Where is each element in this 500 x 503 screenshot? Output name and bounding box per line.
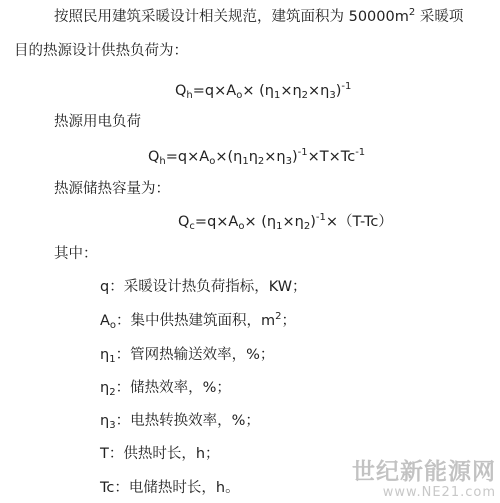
definition-eta3: $\eta_3$：电热转换效率，%； bbox=[100, 413, 260, 431]
definition-eta2: $\eta_2$：储热效率，%； bbox=[100, 380, 231, 398]
watermark-logo bbox=[352, 461, 496, 499]
definition-q: q：采暖设计热负荷指标，KW； bbox=[100, 279, 307, 295]
intro-line-2: 目的热源设计供热负荷为： bbox=[14, 43, 188, 59]
equation-heat-load: $Q_h=q\times A_o\times (\eta_1\times\eta_2\times\eta_3)^{-1}$ bbox=[175, 81, 352, 101]
intro-line-1: 按照民用建筑采暖设计相关规范，建筑面积为 $50000m^2$ 采暖项 bbox=[54, 7, 464, 25]
watermark-cn: 世纪新能源网 bbox=[352, 459, 496, 485]
equation-electric-load: $Q_h=q\times A_o\times(\eta_1\eta_2\times\eta_3)^{-1}\times T\times Tc^{-1}$ bbox=[148, 147, 366, 167]
definition-ao: $A_o$：集中供热建筑面积，$m^2$； bbox=[100, 311, 297, 331]
definition-t: T：供热时长，h； bbox=[100, 446, 220, 462]
where-heading: 其中： bbox=[54, 246, 98, 262]
heading-storage-capacity: 热源储热容量为： bbox=[54, 181, 170, 197]
definition-tc: Tc：电储热时长，h。 bbox=[100, 480, 240, 496]
heading-electric-load: 热源用电负荷 bbox=[54, 114, 141, 130]
definition-eta1: $\eta_1$：管网热输送效率，%； bbox=[100, 347, 275, 365]
equation-storage-capacity: $Q_c=q\times A_o\times (\eta_1\times\eta_2)^{-1}\times(T-Tc)$ bbox=[178, 212, 393, 232]
watermark-url: www.NE21.com bbox=[382, 485, 496, 500]
